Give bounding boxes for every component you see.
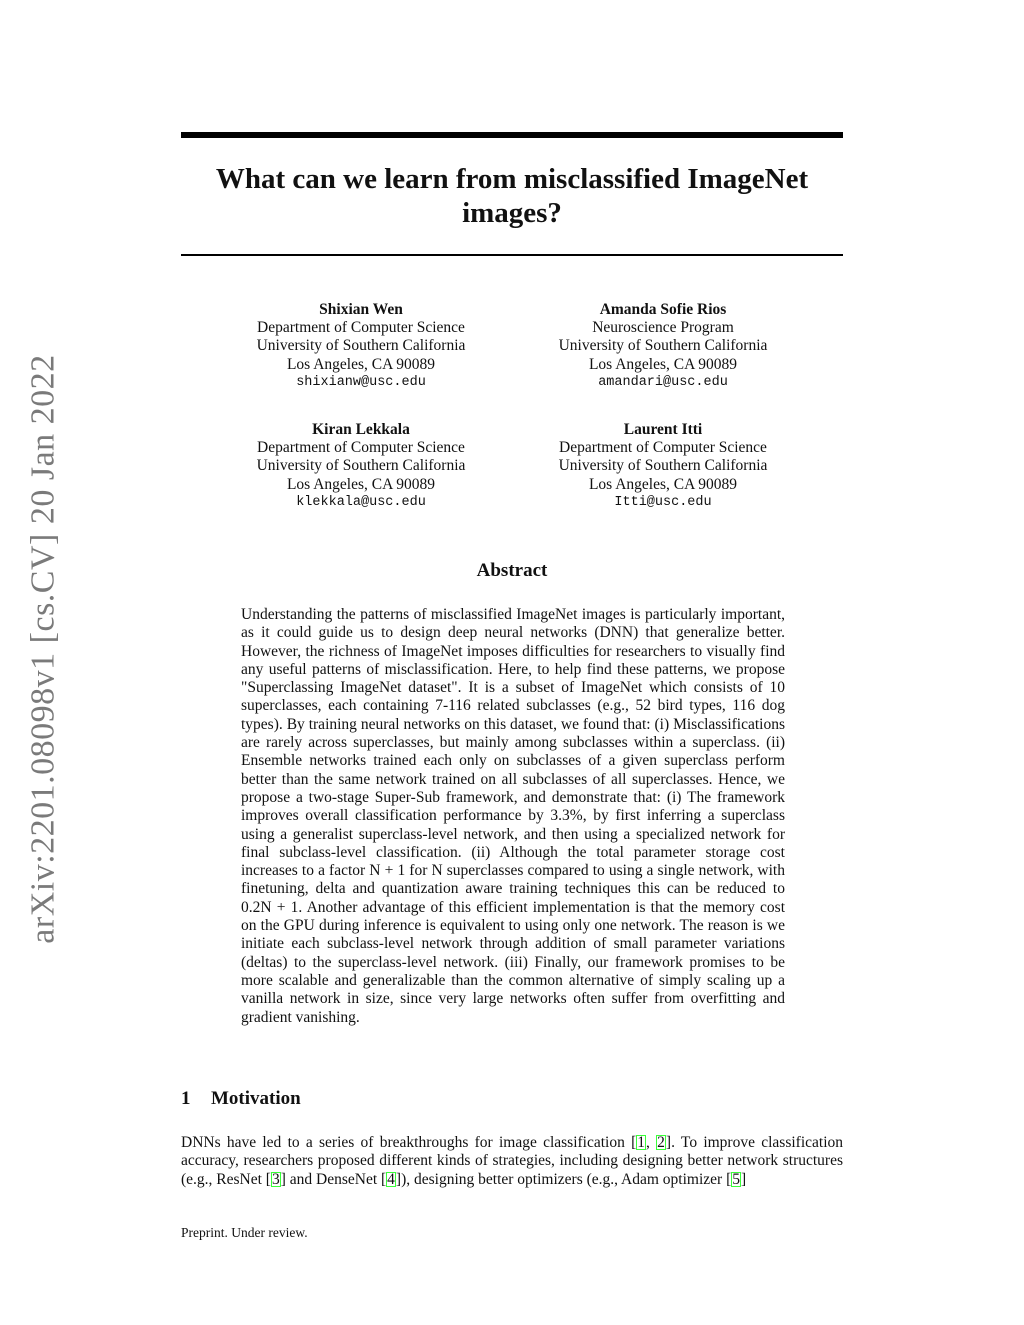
title-rule-top xyxy=(181,132,843,138)
abstract-text: Understanding the patterns of misclassified ImageNet images is particularly important, as it could guide us to design deep neural networks (DNN) that generalize better. However, the richness of ImageNet imposes difficulties for researchers to visually find any useful patterns of misclassification. Here, to help find these patterns, we propose "Superclassing ImageNet dataset". It is a subset of ImageNet which consists of 10 superclasses, each containing 7-116 related subclasses (e.g., 52 bird types, 116 dog types). By training neural networks on this dataset, we found that: (i) Misclassifications are rarely across superclasses, but mainly among subclasses within a superclass. (ii) Ensemble networks trained each only on subclasses of a given superclass perform better than the same network trained on all subclasses of all superclasses. Hence, we propose a two-stage Super-Sub framework, and demonstrate that: (i) The framework improves overall classification performance by 3.3%, by first inferring a superclass using a generalist superclass-level network, and then using a specialized network for final subclass-level classification. (ii) Although the total parameter storage cost increases to a factor N + 1 for N superclasses compared to using a single network, with finetuning, delta and quantization aware training techniques this can be reduced to 0.2N + 1. Another advantage of this efficient implementation is that the memory cost on the GPU during inference is equivalent to using only one network. The reason is we initiate each subclass-level network through addition of small parameter variations (deltas) to the superclass-level network. (iii) Finally, our framework promises to be more scalable and generalizable than the common alternative of simply scaling up a vanilla network in size, since very large networks often suffer from overfitting and gradient vanishing. xyxy=(241,606,785,1026)
author-block xyxy=(201,301,521,392)
author-email[interactable]: klekkala@usc.edu xyxy=(296,494,426,510)
section-text-part: ] and DenseNet [ xyxy=(280,1170,387,1188)
author-univ: University of Southern California xyxy=(256,337,466,355)
author-block xyxy=(503,421,823,512)
author-email[interactable]: shixianw@usc.edu xyxy=(296,374,426,390)
author-email[interactable]: Itti@usc.edu xyxy=(614,494,712,510)
section-text xyxy=(181,1134,843,1189)
author-name: Laurent Itti xyxy=(623,421,703,438)
section-title: Motivation xyxy=(211,1088,301,1109)
author-city: Los Angeles, CA 90089 xyxy=(286,475,436,493)
author-city: Los Angeles, CA 90089 xyxy=(588,355,738,373)
author-dept: Department of Computer Science xyxy=(559,439,767,457)
author-univ: University of Southern California xyxy=(558,337,768,355)
citation-link[interactable]: 5 xyxy=(732,1170,740,1188)
section-text-part: ] xyxy=(740,1170,747,1188)
footer-note: Preprint. Under review. xyxy=(181,1225,308,1240)
arxiv-stamp-text: arXiv:2201.08098v1 [cs.CV] 20 Jan 2022 xyxy=(25,353,63,944)
author-univ: University of Southern California xyxy=(256,457,466,475)
author-city: Los Angeles, CA 90089 xyxy=(286,355,436,373)
author-city: Los Angeles, CA 90089 xyxy=(588,475,738,493)
section-text-part: ]), designing better optimizers (e.g., Adam optimizer [ xyxy=(395,1170,732,1188)
title-rule-bottom xyxy=(181,254,843,256)
author-name: Amanda Sofie Rios xyxy=(599,301,727,318)
author-name: Shixian Wen xyxy=(319,301,403,318)
citation-link[interactable]: 3 xyxy=(271,1170,280,1188)
author-dept: Neuroscience Program xyxy=(592,319,734,337)
author-univ: University of Southern California xyxy=(558,457,768,475)
citation-link[interactable]: 1 xyxy=(637,1134,646,1151)
abstract-heading: Abstract xyxy=(476,560,548,581)
author-name: Kiran Lekkala xyxy=(312,421,410,438)
section-number: 1 xyxy=(181,1088,191,1109)
arxiv-stamp xyxy=(25,353,63,944)
section-heading xyxy=(181,1088,301,1110)
citation-link[interactable]: 4 xyxy=(387,1170,395,1188)
citation-separator: , xyxy=(646,1134,657,1151)
citation-link[interactable]: 2 xyxy=(657,1134,665,1151)
section-text-part: ]. To improve classification accuracy, researchers proposed different kinds of strategies, including designing better network structures (e.g., ResNet [ xyxy=(181,1134,844,1188)
author-dept: Department of Computer Science xyxy=(257,319,465,337)
paper-title: What can we learn from misclassified ImageNet images? xyxy=(215,163,809,229)
author-block xyxy=(201,421,521,512)
author-dept: Department of Computer Science xyxy=(257,439,465,457)
section-text-part: DNNs have led to a series of breakthroughs for image classification [ xyxy=(181,1134,637,1151)
author-block xyxy=(503,301,823,392)
author-email[interactable]: amandari@usc.edu xyxy=(598,374,728,390)
